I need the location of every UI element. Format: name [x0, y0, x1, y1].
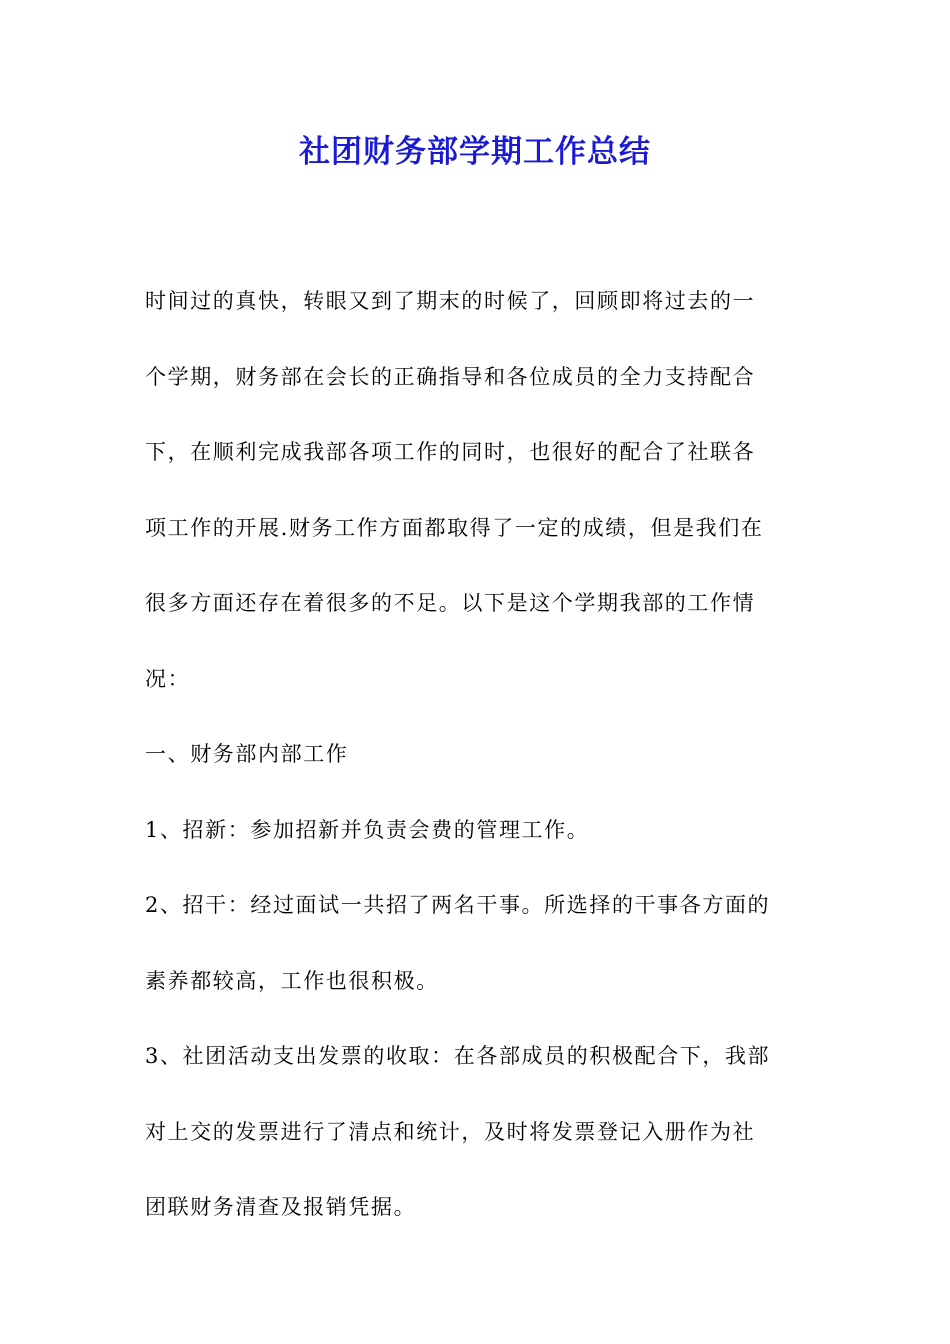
- text-line: 3、社团活动支出发票的收取：在各部成员的积极配合下，我部: [145, 1044, 771, 1068]
- text-line: 对上交的发票进行了清点和统计，及时将发票登记入册作为社: [145, 1119, 756, 1144]
- text-line: 项工作的开展.财务工作方面都取得了一定的成绩，但是我们在: [145, 515, 764, 540]
- text-line: 个学期，财务部在会长的正确指导和各位成员的全力支持配合: [145, 364, 756, 389]
- text-line: 时间过的真快，转眼又到了期末的时候了，回顾即将过去的一: [145, 289, 756, 313]
- text-line: 2、招干：经过面试一共招了两名干事。所选择的干事各方面的: [145, 893, 771, 917]
- text-line: 一、财务部内部工作: [145, 742, 349, 766]
- document-body: [145, 264, 805, 1246]
- text-line: 下，在顺利完成我部各项工作的同时，也很好的配合了社联各: [145, 440, 756, 464]
- list-item-invoices: [145, 1019, 805, 1246]
- list-item-officers: [145, 868, 805, 1019]
- document-title: 社团财务部学期工作总结: [299, 134, 651, 170]
- paragraph-intro: [145, 264, 805, 717]
- text-line: 团联财务清查及报销凭据。: [145, 1195, 417, 1219]
- section-heading: [145, 717, 805, 793]
- text-line: 1、招新：参加招新并负责会费的管理工作。: [145, 817, 590, 842]
- text-line: 素养都较高，工作也很积极。: [145, 968, 439, 993]
- text-line: 况：: [145, 666, 191, 691]
- text-line: 很多方面还存在着很多的不足。以下是这个学期我部的工作情: [145, 591, 756, 615]
- list-item-recruit: [145, 793, 805, 869]
